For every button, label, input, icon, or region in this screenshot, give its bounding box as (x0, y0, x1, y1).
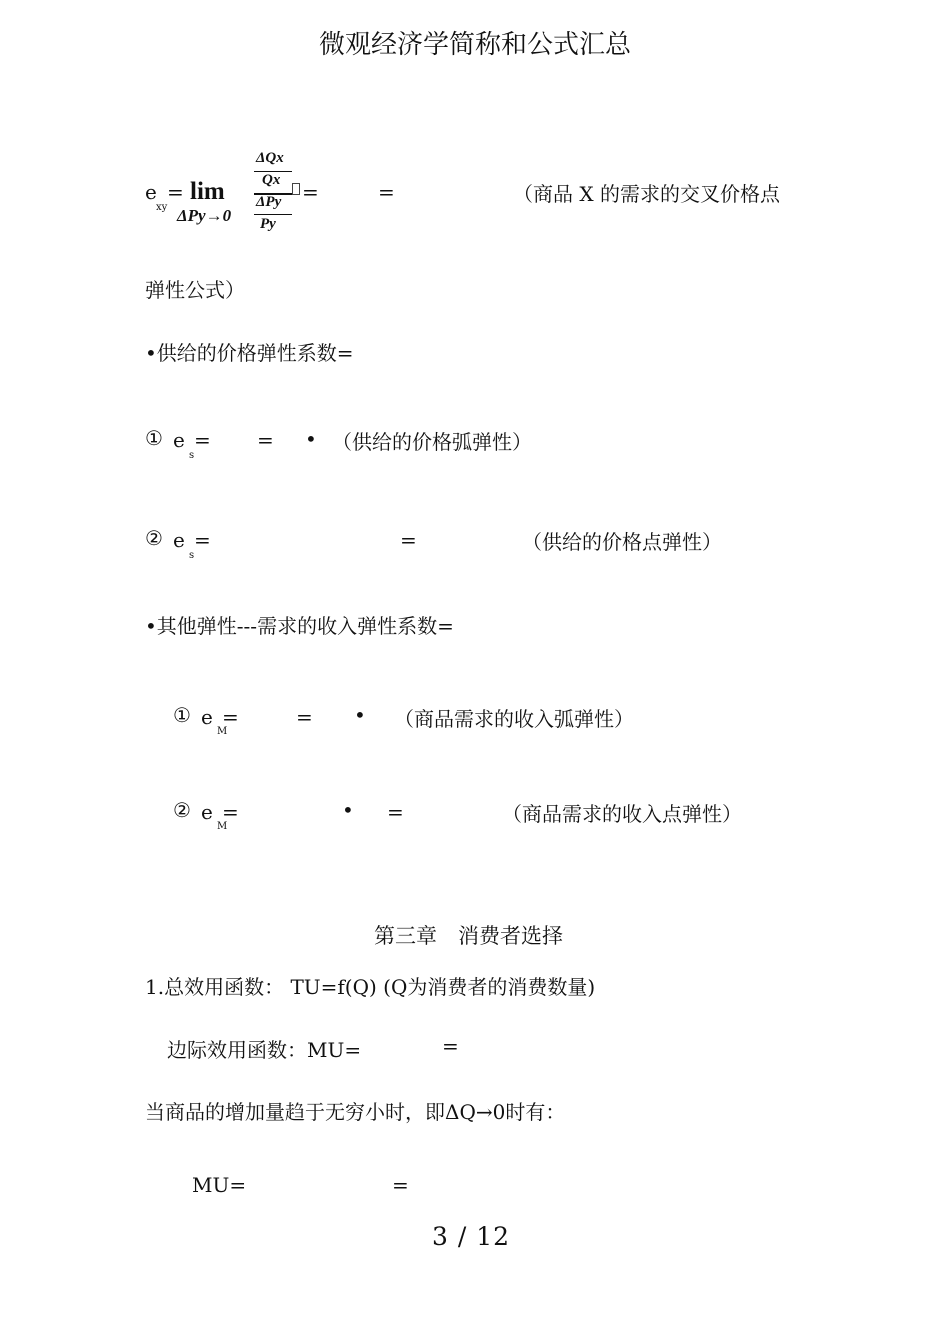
page-number: 3 / 12 (432, 1222, 511, 1251)
formula-description-continued: 弹性公式） (145, 278, 245, 302)
income-arc-number: ① (173, 703, 191, 727)
limit-condition-line: 当商品的增加量趋于无穷小时，即ΔQ→0时有： (145, 1100, 566, 1124)
fraction-numerator-bottom: Qx (262, 172, 281, 188)
formula-description: （商品 X 的需求的交叉价格点 (513, 182, 780, 206)
income-point-subscript: M (217, 821, 228, 832)
formula-equals-2: = (302, 180, 319, 204)
marginal-utility-label: 边际效用函数：MU= (167, 1038, 362, 1062)
supply-point-e: e (173, 528, 185, 552)
income-point-description: （商品需求的收入点弹性） (502, 802, 742, 826)
marginal-utility-limit-equals: = (392, 1173, 409, 1197)
income-arc-equals-2: = (296, 705, 313, 729)
supply-arc-dot: • (305, 427, 317, 451)
supply-arc-e: e (173, 428, 185, 452)
formula-equals: = (167, 180, 184, 204)
marginal-utility-equals: = (442, 1034, 459, 1058)
supply-point-equals: = (194, 528, 211, 552)
income-arc-subscript: M (217, 726, 228, 737)
income-point-number: ② (173, 798, 191, 822)
supply-elasticity-heading: •供给的价格弹性系数= (145, 341, 354, 365)
denominator-fraction-bar (254, 214, 292, 215)
supply-point-number: ② (145, 526, 163, 550)
income-point-e: e (201, 800, 213, 824)
income-point-equals: = (222, 800, 239, 824)
supply-arc-description: （供给的价格弧弹性） (332, 430, 532, 454)
limit-operator: lim (190, 178, 225, 205)
chapter-heading: 第三章 消费者选择 (374, 924, 563, 948)
formula-e: e (145, 180, 157, 204)
limit-condition: ΔPy→0 (177, 206, 232, 225)
missing-glyph-box (292, 183, 300, 195)
page-title: 微观经济学简称和公式汇总 (318, 30, 631, 60)
fraction-numerator-top: ΔQx (256, 150, 284, 166)
marginal-utility-limit-label: MU= (192, 1173, 247, 1197)
income-point-equals-2: = (387, 800, 404, 824)
income-arc-equals: = (222, 705, 239, 729)
income-elasticity-heading: •其他弹性---需求的收入弹性系数= (145, 614, 454, 638)
formula-equals-3: = (378, 180, 395, 204)
supply-point-equals-2: = (400, 528, 417, 552)
formula-e-subscript: xy (156, 202, 168, 213)
income-arc-description: （商品需求的收入弧弹性） (394, 707, 634, 731)
supply-point-subscript: s (189, 550, 195, 561)
supply-arc-number: ① (145, 426, 163, 450)
income-arc-dot: • (354, 703, 366, 727)
supply-point-description: （供给的价格点弹性） (522, 530, 722, 554)
supply-arc-equals: = (194, 428, 211, 452)
total-utility-line: 1.总效用函数： TU=f(Q) (Q为消费者的消费数量) (145, 975, 596, 999)
supply-arc-subscript: s (189, 450, 195, 461)
income-arc-e: e (201, 705, 213, 729)
fraction-denominator-bottom: Py (260, 216, 276, 232)
supply-arc-equals-2: = (257, 428, 274, 452)
fraction-denominator-top: ΔPy (256, 194, 282, 210)
income-point-dot: • (342, 798, 354, 822)
